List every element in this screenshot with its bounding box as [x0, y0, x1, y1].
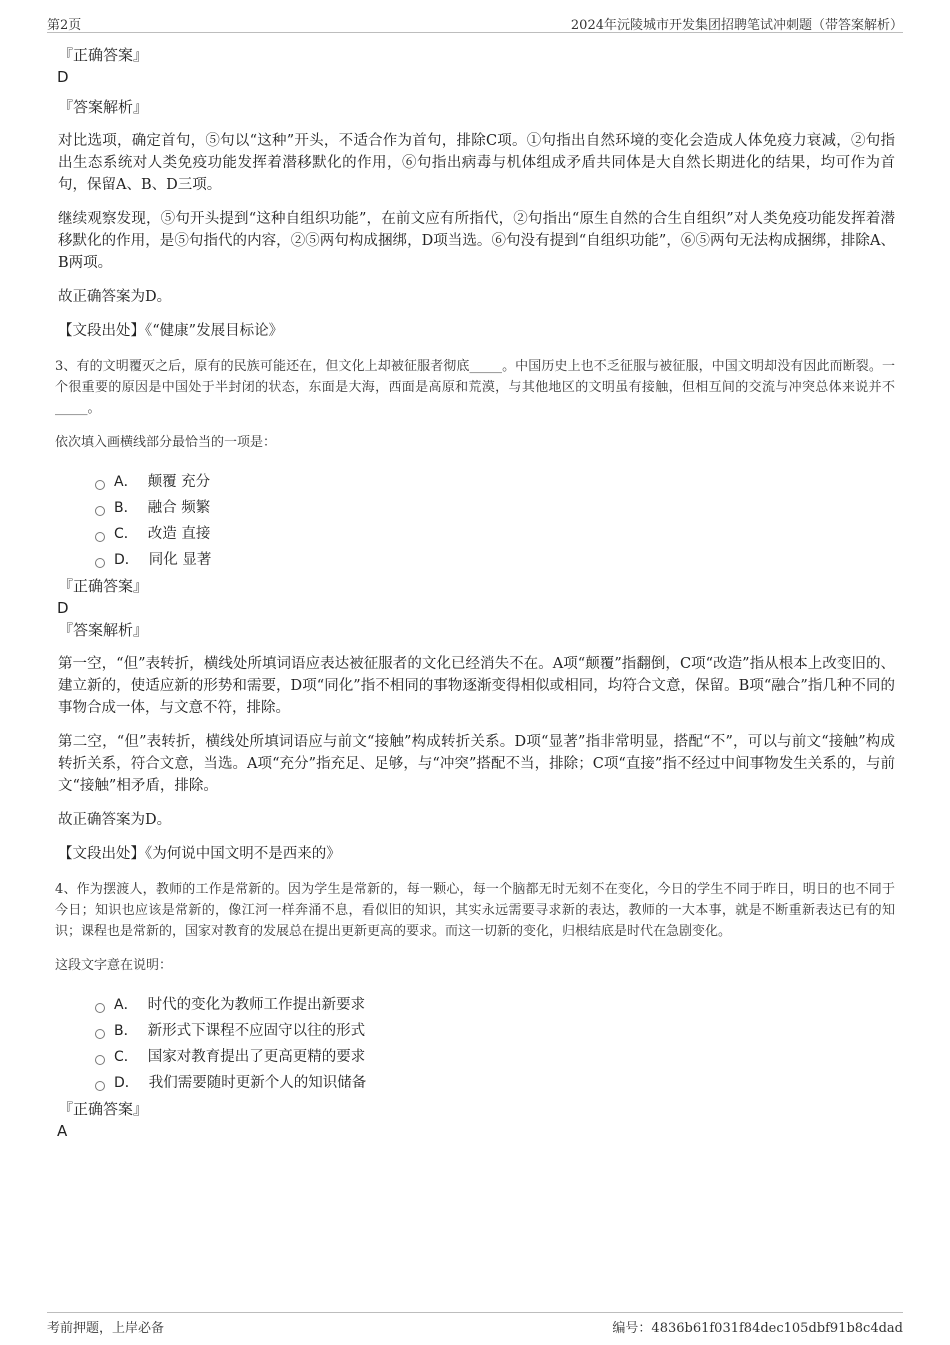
footer-motto: 考前押题，上岸必备	[47, 1321, 165, 1336]
option-letter: B．	[114, 500, 138, 516]
question-4	[55, 879, 895, 1142]
option-text: 融合 频繁	[147, 500, 211, 516]
radio-icon[interactable]	[95, 480, 105, 490]
q3-stem: 3、有的文明覆灭之后，原有的民族可能还在，但文化上却被征服者彻底_____。中国历史上也不乏征服与被征服，中国文明却没有因此而断裂。一个很重要的原因是中国处于半封闭的状态，东面是大海，西面是高原和荒漠，与其他地区的文明虽有接触，但相互间的交流与冲突总体来说并不_____。	[55, 359, 895, 416]
q2-analysis-paragraph: 对比选项，确定首句，⑤句以“这种”开头，不适合作为首句，排除C项。①句指出自然环境的变化会造成人体免疫力衰减，②句指出生态系统对人类免疫功能发挥着潜移默化的作用，⑥句指出病毒与机体组成矛盾共同体是大自然长期进化的结果，均可作为首句，保留A、B、D三项。	[58, 133, 895, 193]
option-letter: C．	[114, 526, 138, 542]
q2-answer-block	[55, 44, 895, 342]
option-letter: A．	[114, 997, 138, 1013]
q3-option-b[interactable]	[95, 495, 895, 521]
q3-analysis-paragraph: 故正确答案为D。	[58, 812, 172, 828]
q3-analysis-paragraph: 第二空，“但”表转折，横线处所填词语应与前文“接触”构成转折关系。D项“显著”指非常明显，搭配“不”，可以与前文“接触”构成转折关系，符合文意，当选。A项“充分”指充足、足够，与“冲突”搭配不当，排除；C项“直接”指不经过中间事物发生关系的，与前文“接触”相矛盾，排除。	[58, 734, 895, 794]
q3-options	[95, 469, 895, 573]
option-letter: B．	[114, 1023, 138, 1039]
option-text: 我们需要随时更新个人的知识储备	[148, 1075, 367, 1091]
radio-icon[interactable]	[95, 1055, 105, 1065]
page-number: 第2页	[47, 18, 82, 33]
question-3	[55, 356, 895, 865]
document-serial: 编号：4836b61f031f84dec105dbf91b8c4dad	[612, 1321, 903, 1336]
q2-source: 【文段出处】《“健康”发展目标论》	[58, 323, 284, 339]
q3-analysis-paragraph: 第一空，“但”表转折，横线处所填词语应表达被征服者的文化已经消失不在。A项“颠覆”指翻倒，C项“改造”指从根本上改变旧的、建立新的，使适应新的形势和需要，D项“同化”指不相同的事物逐渐变得相似或相同，均符合文意，保留。B项“融合”指几种不同的事物合成一体，与文意不符，排除。	[58, 656, 895, 716]
q3-option-d[interactable]	[95, 547, 895, 573]
radio-icon[interactable]	[95, 1003, 105, 1013]
option-letter: D．	[114, 1075, 139, 1091]
radio-icon[interactable]	[95, 506, 105, 516]
radio-icon[interactable]	[95, 1029, 105, 1039]
option-letter: D．	[114, 552, 139, 568]
option-text: 颠覆 充分	[147, 474, 211, 490]
q4-option-d[interactable]	[95, 1070, 895, 1096]
radio-icon[interactable]	[95, 558, 105, 568]
q4-answer-value: A	[57, 1122, 68, 1140]
q3-option-a[interactable]	[95, 469, 895, 495]
analysis-label: 『答案解析』	[58, 621, 149, 639]
page-header	[47, 12, 903, 33]
option-letter: C．	[114, 1049, 138, 1065]
option-text: 时代的变化为教师工作提出新要求	[147, 997, 366, 1013]
q3-source: 【文段出处】《为何说中国文明不是西来的》	[58, 846, 341, 862]
option-text: 国家对教育提出了更高更精的要求	[147, 1049, 366, 1065]
q4-option-c[interactable]	[95, 1044, 895, 1070]
radio-icon[interactable]	[95, 532, 105, 542]
option-text: 改造 直接	[147, 526, 211, 542]
q2-answer-value: D	[57, 68, 69, 86]
q3-prompt: 依次填入画横线部分最恰当的一项是：	[55, 435, 277, 450]
q2-analysis-paragraph: 故正确答案为D。	[58, 289, 172, 305]
q2-analysis-paragraph: 继续观察发现，⑤句开头提到“这种自组织功能”，在前文应有所指代，②句指出“原生自然的合生自组织”对人类免疫功能发挥着潜移默化的作用，是⑤句指代的内容，②⑤两句构成捆绑，D项当选。⑥句没有提到“自组织功能”，⑥⑤两句无法构成捆绑，排除A、B两项。	[58, 211, 895, 271]
option-text: 新形式下课程不应固守以往的形式	[147, 1023, 366, 1039]
page-footer	[47, 1312, 903, 1335]
analysis-label: 『答案解析』	[58, 98, 149, 116]
q4-stem: 4、作为摆渡人，教师的工作是常新的。因为学生是常新的，每一颗心，每一个脑都无时无刻不在变化，今日的学生不同于昨日，明日的也不同于今日；知识也应该是常新的，像江河一样奔涌不息，看似旧的知识，其实永远需要寻求新的表达，教师的一大本事，就是不断重新表达已有的知识；课程也是常新的，国家对教育的发展总在提出更新更高的要求。而这一切新的变化，归根结底是时代在急剧变化。	[55, 882, 895, 939]
correct-answer-label: 『正确答案』	[58, 46, 149, 64]
radio-icon[interactable]	[95, 1081, 105, 1091]
option-text: 同化 显著	[148, 552, 212, 568]
correct-answer-label: 『正确答案』	[58, 577, 149, 595]
q4-option-a[interactable]	[95, 992, 895, 1018]
document-title: 2024年沅陵城市开发集团招聘笔试冲刺题（带答案解析）	[570, 18, 903, 33]
option-letter: A．	[114, 474, 138, 490]
q4-options	[95, 992, 895, 1096]
q3-option-c[interactable]	[95, 521, 895, 547]
correct-answer-label: 『正确答案』	[58, 1100, 149, 1118]
q4-prompt: 这段文字意在说明：	[55, 958, 173, 973]
q3-answer-value: D	[57, 599, 69, 617]
q4-option-b[interactable]	[95, 1018, 895, 1044]
page-content	[55, 44, 895, 1142]
